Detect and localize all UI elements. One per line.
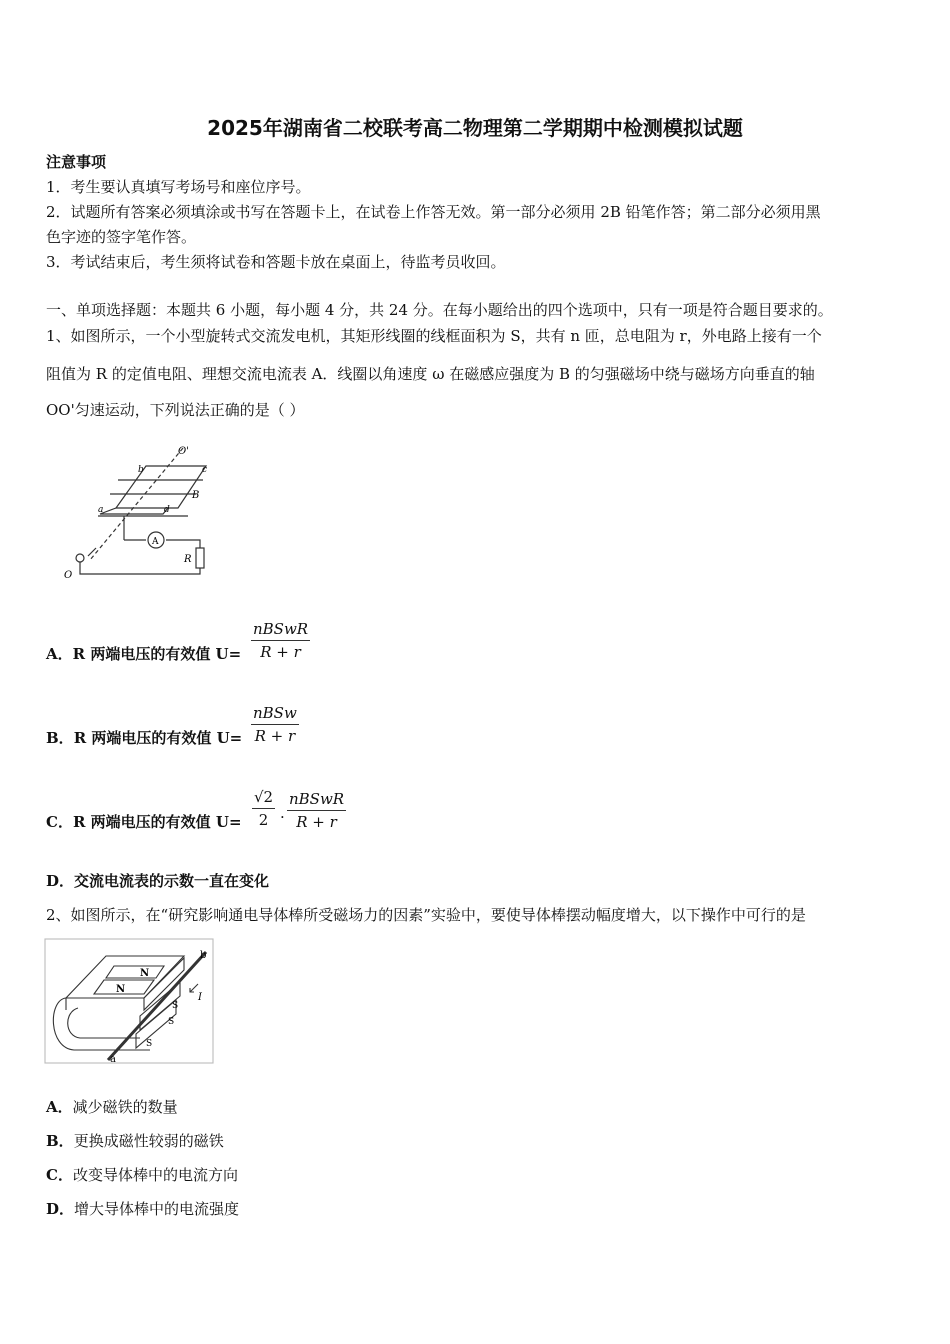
option-letter: B． — [46, 1132, 74, 1150]
notice-item-2: 2．试题所有答案必须填涂或书写在答题卡上，在试卷上作答无效。第一部分必须用 2B 铅笔作答；第二部分必须用黑 — [46, 203, 821, 221]
generator-figure — [58, 430, 218, 582]
label-n2: N — [116, 984, 126, 995]
lead-wire — [88, 548, 96, 556]
magnet-figure — [44, 938, 216, 1066]
label-b: b — [200, 950, 207, 961]
page-title: 2025年湖南省二校联考高二物理第二学期期中检测模拟试题 — [207, 116, 743, 140]
label-s2: S — [168, 1017, 175, 1027]
option-letter: D． — [46, 872, 75, 890]
option-letter: A． — [46, 645, 73, 663]
label-d: d — [164, 505, 170, 515]
formula-dot: · — [280, 808, 285, 826]
q1-option-b-formula — [251, 704, 299, 745]
pole-block-n1 — [106, 966, 164, 978]
section-heading: 一、单项选择题：本题共 6 小题，每小题 4 分，共 24 分。在每小题给出的四个选项中，只有一项是符合题目要求的。 — [46, 301, 833, 319]
formula-numerator: √2 — [252, 788, 275, 809]
coil-outer — [116, 466, 206, 508]
q1-option-c-formula — [287, 790, 346, 831]
q1-stem-line2: 阻值为 R 的定值电阻、理想交流电流表 A．线圈以角速度 ω 在磁感应强度为 B 的匀强磁场中绕与磁场方向垂直的轴 — [46, 365, 815, 383]
label-a: a — [98, 505, 104, 515]
label-o: O — [64, 570, 73, 581]
q2-option-b[interactable] — [46, 1131, 224, 1151]
q2-stem-line1: 2、如图所示，在“研究影响通电导体棒所受磁场力的因素”实验中，要使导体棒摆动幅度增大，以下操作中可行的是 — [46, 906, 806, 924]
label-c: c — [202, 465, 208, 475]
q2-option-d[interactable] — [46, 1199, 239, 1219]
q1-option-b[interactable] — [46, 728, 242, 748]
option-letter: B． — [46, 729, 74, 747]
q1-stem-line3: OO'匀速运动，下列说法正确的是（ ） — [46, 401, 305, 419]
circuit-wire — [166, 540, 200, 548]
label-n1: N — [140, 968, 150, 979]
notice-item-3: 3．考试结束后，考生须将试卷和答题卡放在桌面上，待监考员收回。 — [46, 253, 506, 271]
option-text: 更换成磁性较弱的磁铁 — [73, 1132, 224, 1150]
label-resistor: R — [184, 554, 192, 565]
option-text: 减少磁铁的数量 — [72, 1098, 178, 1116]
resistor-symbol — [196, 548, 204, 568]
option-text: 增大导体棒中的电流强度 — [74, 1200, 240, 1218]
label-a: a — [110, 1054, 116, 1065]
notice-item-2-cont: 色字迹的签字笔作答。 — [46, 228, 197, 246]
q1-option-a-formula — [251, 620, 310, 661]
option-letter: D． — [46, 1200, 75, 1218]
label-b: b — [138, 465, 144, 475]
formula-denominator: R + r — [296, 813, 337, 831]
formula-denominator: R + r — [254, 727, 296, 745]
formula-numerator: nBSwR — [287, 790, 346, 811]
formula-numerator: nBSw — [251, 704, 299, 725]
current-arrow — [190, 984, 198, 992]
formula-numerator: nBSwR — [251, 620, 310, 641]
q1-option-d[interactable] — [46, 871, 269, 891]
label-field-b: B — [192, 490, 200, 501]
q1-option-a[interactable] — [46, 644, 241, 664]
notice-heading: 注意事项 — [46, 153, 107, 171]
formula-denominator: R + r — [260, 643, 301, 661]
magnet-curve-inner — [68, 1008, 140, 1038]
q1-stem-line1: 1、如图所示，一个小型旋转式交流发电机，其矩形线圈的线框面积为 S，共有 n 匝，总电阻为 r，外电路上接有一个 — [46, 327, 822, 345]
option-letter: A． — [46, 1098, 73, 1116]
notice-item-1: 1．考生要认真填写考场号和座位序号。 — [46, 178, 311, 196]
coil-lower — [100, 508, 148, 514]
label-o-prime: O' — [178, 446, 189, 457]
option-letter: C． — [46, 813, 73, 831]
formula-denominator: 2 — [258, 811, 269, 829]
option-text: R 两端电压的有效值 U= — [72, 645, 242, 663]
conductor-rod — [108, 952, 206, 1060]
q2-option-c[interactable] — [46, 1165, 238, 1185]
option-text: R 两端电压的有效值 U= — [73, 729, 243, 747]
rotation-axis — [90, 448, 183, 560]
figure-frame — [45, 939, 213, 1063]
q2-option-a[interactable] — [46, 1097, 178, 1117]
option-text: 改变导体棒中的电流方向 — [72, 1166, 238, 1184]
label-s1: S — [172, 1001, 179, 1011]
label-s3: S — [146, 1039, 153, 1049]
option-letter: C． — [46, 1166, 73, 1184]
circuit-wire — [80, 562, 200, 574]
label-ammeter: A — [152, 537, 159, 547]
q1-option-c-coefficient — [252, 788, 275, 829]
option-text: 交流电流表的示数一直在变化 — [74, 872, 270, 890]
label-current: I — [198, 992, 202, 1003]
slip-ring — [76, 554, 84, 562]
q1-option-c[interactable] — [46, 812, 242, 832]
option-text: R 两端电压的有效值 U= — [72, 813, 242, 831]
